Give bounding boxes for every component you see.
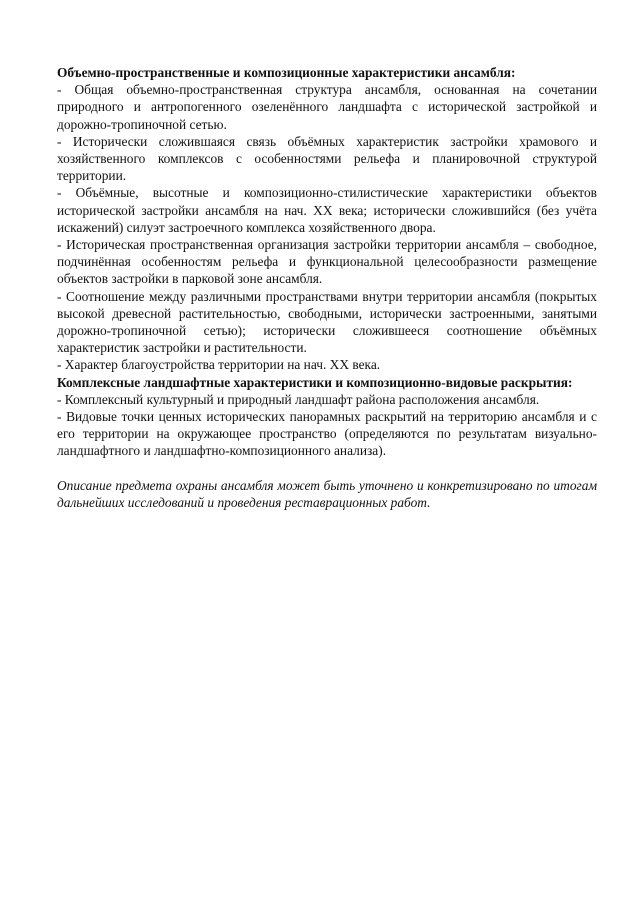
spacer — [57, 460, 597, 477]
paragraph-overall-structure: - Общая объемно-пространственная структура ансамбля, основанная на сочетании природного и антропогенного озеленённого ландшафта с исторической застройкой и дорожно-тропиночной сетью. — [57, 82, 597, 132]
closing-note: Описание предмета охраны ансамбля может быть уточнено и конкретизировано по итогам дальнейших исследований и проведения реставрационных работ. — [57, 477, 597, 510]
document-page — [57, 64, 597, 511]
paragraph-landscaping: - Характер благоустройства территории на нач. XX века. — [57, 357, 381, 373]
section-heading-landscape: Комплексные ландшафтные характеристики и композиционно-видовые раскрытия: — [57, 374, 573, 390]
paragraph-building-characteristics: - Объёмные, высотные и композиционно-стилистические характеристики объектов исторической застройки ансамбля на нач. XX века; исторически сложившийся (без учёта искажений) силуэт застроечного комплекса хозяйственного двора. — [57, 185, 597, 235]
paragraph-spatial-organization: - Историческая пространственная организация застройки территории ансамбля – свободное, подчинённая особенностям рельефа и функциональной целесообразности размещение объектов застройки в парковой зоне ансамбля. — [57, 237, 597, 287]
section-heading-volumetric: Объемно-пространственные и композиционные характеристики ансамбля: — [57, 65, 516, 80]
paragraph-historical-link: - Исторически сложившаяся связь объёмных характеристик застройки храмового и хозяйственного комплексов с особенностями рельефа и планировочной структурой территории. — [57, 133, 597, 184]
paragraph-space-ratio: - Соотношение между различными пространствами внутри территории ансамбля (покрытых высокой древесной растительностью, свободными, исторически застроенными, занятыми дорожно-тропиночной сетью); исторически сложившееся соотношение объёмных характеристик застройки и растительности. — [57, 288, 597, 356]
paragraph-viewpoints: - Видовые точки ценных исторических панорамных раскрытий на территорию ансамбля и с его территории на окружающее пространство (определяются по результатам визуально-ландшафтного и ландшафтно-композиционного анализа). — [57, 409, 597, 459]
paragraph-cultural-landscape: - Комплексный культурный и природный ландшафт района расположения ансамбля. — [57, 391, 540, 407]
